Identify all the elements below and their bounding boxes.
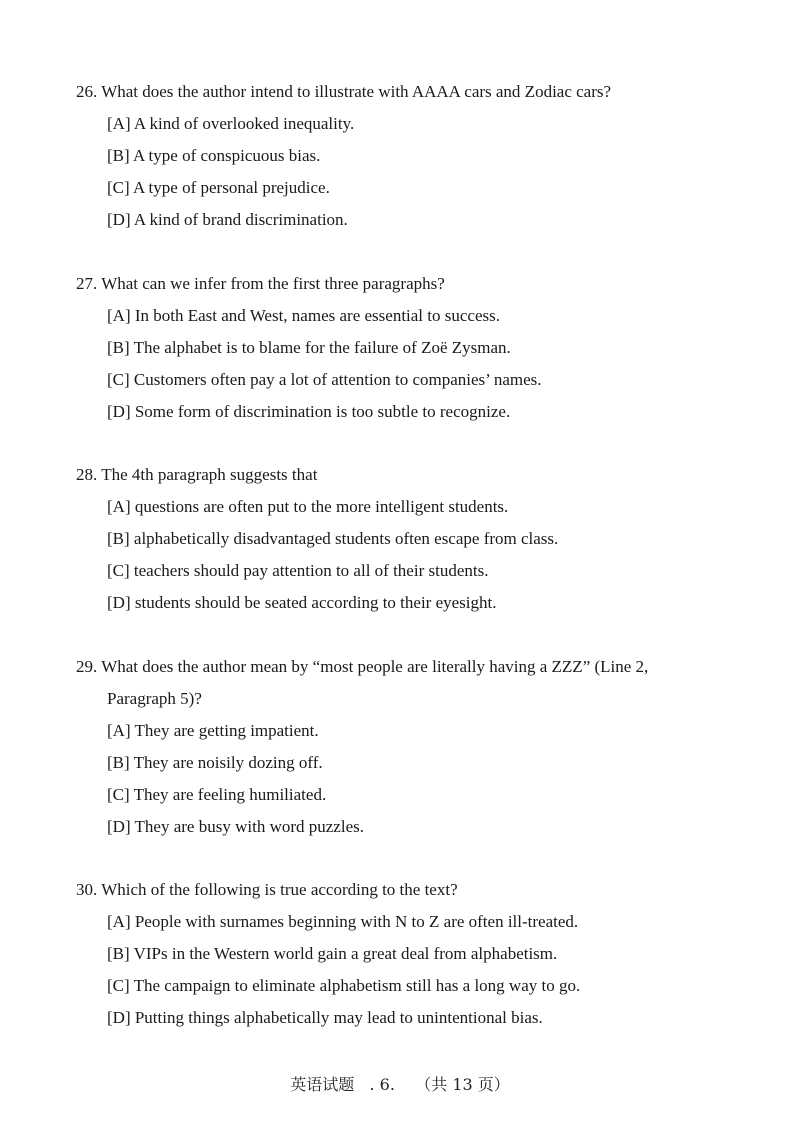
question-29-option-a: [A] They are getting impatient. xyxy=(107,721,319,740)
question-27-option-c: [C] Customers often pay a lot of attention to companies’ names. xyxy=(107,370,542,389)
question-28-option-a: [A] questions are often put to the more intelligent students. xyxy=(107,497,509,516)
question-30-option-a: [A] People with surnames beginning with N to Z are often ill-treated. xyxy=(107,912,579,931)
question-26-option-d: [D] A kind of brand discrimination. xyxy=(107,210,348,229)
footer-total-pages: （共 13 页） xyxy=(415,1075,510,1094)
question-26-option-a: [A] A kind of overlooked inequality. xyxy=(107,114,355,133)
question-27-option-b: [B] The alphabet is to blame for the failure of Zoë Zysman. xyxy=(107,338,511,357)
footer-page-number: . 6. xyxy=(369,1075,395,1094)
question-29-stem-line2: Paragraph 5)? xyxy=(107,689,202,708)
question-30-option-b: [B] VIPs in the Western world gain a great deal from alphabetism. xyxy=(107,944,558,963)
question-29-stem-line1: 29. What does the author mean by “most people are literally having a ZZZ” (Line 2, xyxy=(76,657,649,676)
question-27-stem: 27. What can we infer from the first three paragraphs? xyxy=(76,274,445,293)
question-26-option-b: [B] A type of conspicuous bias. xyxy=(107,146,321,165)
question-26-option-c: [C] A type of personal prejudice. xyxy=(107,178,330,197)
question-29-option-b: [B] They are noisily dozing off. xyxy=(107,753,323,772)
question-29-option-d: [D] They are busy with word puzzles. xyxy=(107,817,364,836)
question-28-option-d: [D] students should be seated according to their eyesight. xyxy=(107,593,497,612)
question-28-stem: 28. The 4th paragraph suggests that xyxy=(76,465,318,484)
question-30-option-d: [D] Putting things alphabetically may lead to unintentional bias. xyxy=(107,1008,543,1027)
page-footer xyxy=(0,1075,800,1095)
question-30-stem: 30. Which of the following is true according to the text? xyxy=(76,880,458,899)
question-29-option-c: [C] They are feeling humiliated. xyxy=(107,785,327,804)
question-28-option-c: [C] teachers should pay attention to all of their students. xyxy=(107,561,489,580)
question-27-option-a: [A] In both East and West, names are essential to success. xyxy=(107,306,500,325)
question-27-option-d: [D] Some form of discrimination is too subtle to recognize. xyxy=(107,402,511,421)
question-30-option-c: [C] The campaign to eliminate alphabetism still has a long way to go. xyxy=(107,976,581,995)
question-28-option-b: [B] alphabetically disadvantaged students often escape from class. xyxy=(107,529,559,548)
footer-subject: 英语试题 xyxy=(290,1075,355,1094)
question-26-stem: 26. What does the author intend to illustrate with AAAA cars and Zodiac cars? xyxy=(76,82,612,101)
